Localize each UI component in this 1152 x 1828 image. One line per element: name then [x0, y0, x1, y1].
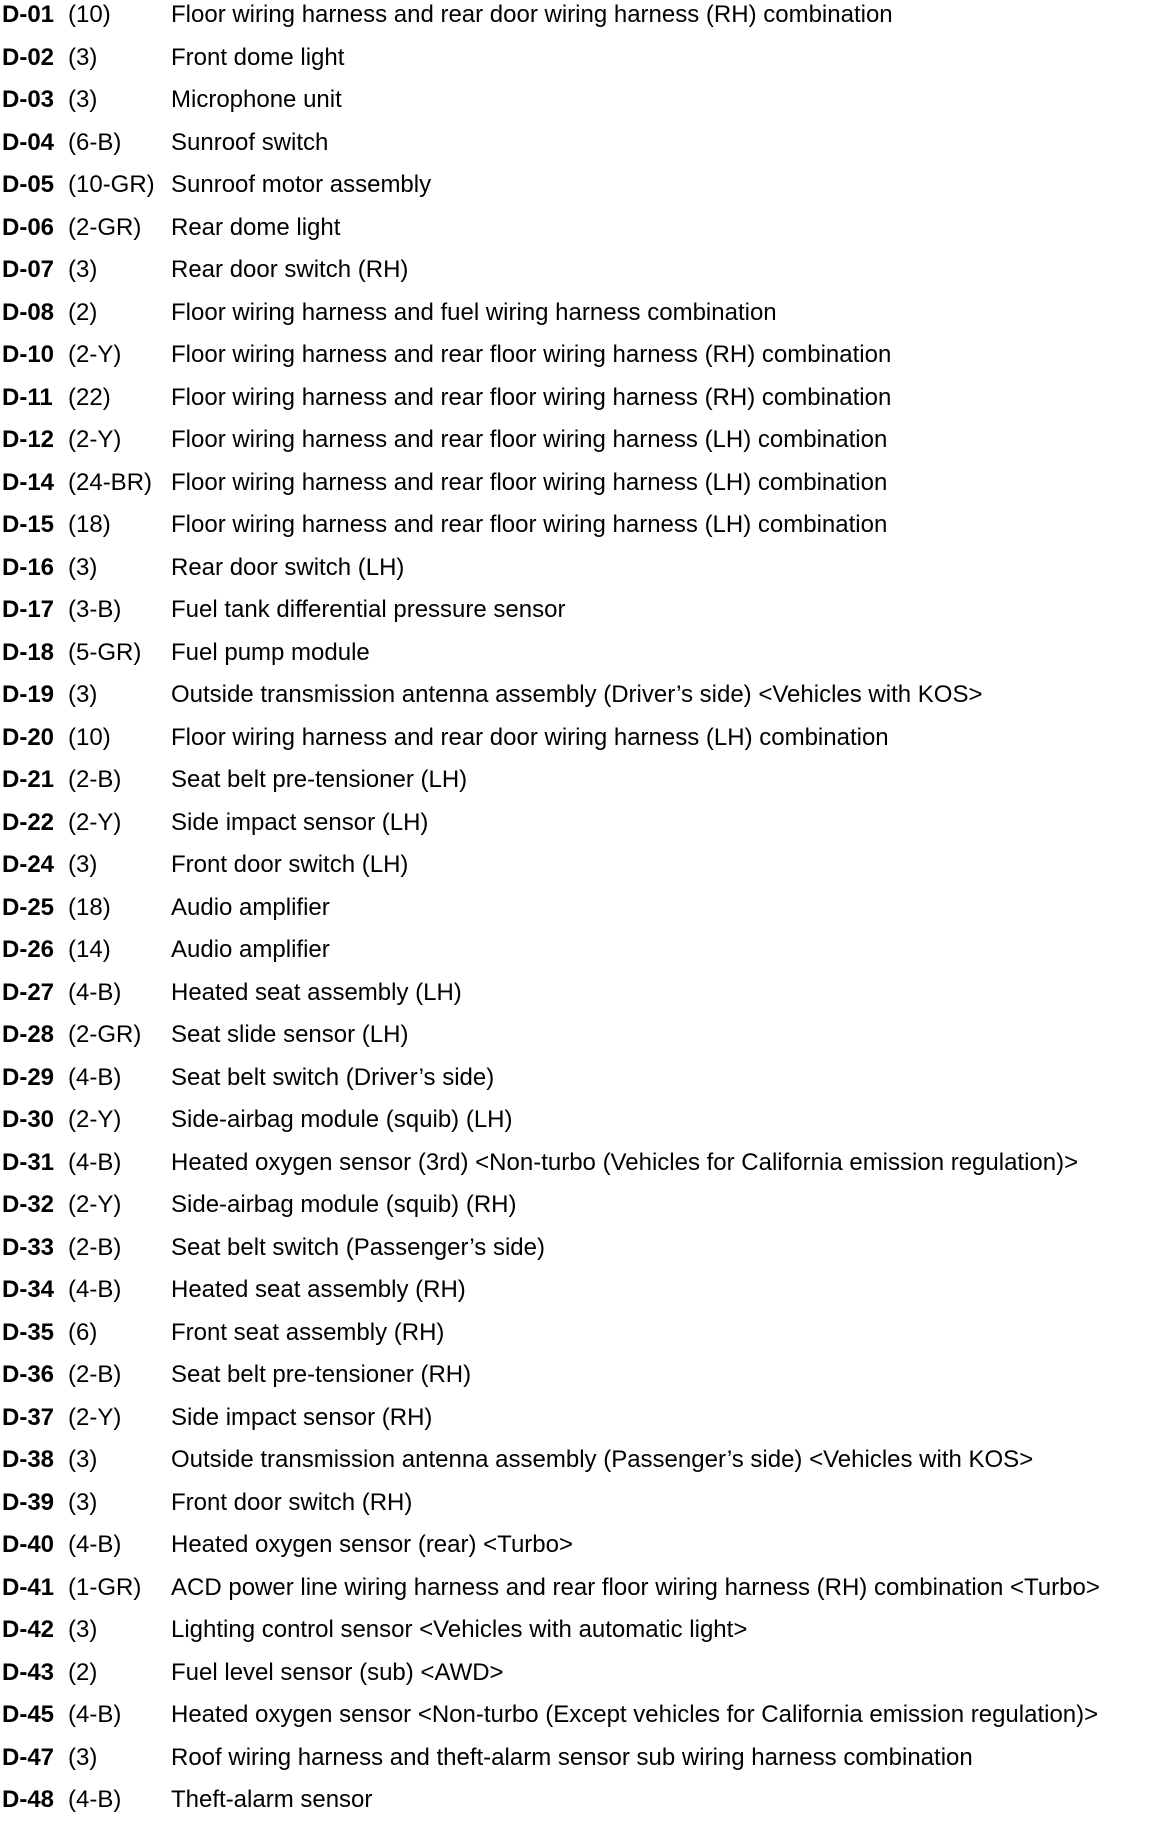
connector-code: D-38: [2, 1446, 55, 1473]
connector-code: D-05: [2, 171, 55, 198]
connector-code: D-42: [2, 1616, 55, 1643]
connector-row: [0, 1700, 1152, 1743]
connector-row: [0, 510, 1152, 553]
connector-spec: (4-B): [68, 1701, 122, 1728]
connector-spec: (3): [68, 553, 98, 581]
connector-code: D-31: [2, 1148, 55, 1176]
connector-description: Floor wiring harness and rear floor wiring harness (LH) combination: [171, 511, 888, 538]
connector-row: [0, 935, 1152, 978]
connector-spec: (3): [68, 43, 98, 71]
connector-row: [0, 1105, 1152, 1148]
connector-description: Audio amplifier: [171, 936, 330, 963]
connector-row: [0, 723, 1152, 766]
connector-spec: (2-B): [68, 766, 122, 793]
connector-code: D-34: [2, 1276, 55, 1303]
connector-code: D-30: [2, 1106, 55, 1133]
connector-spec: (3): [68, 1616, 98, 1643]
connector-code: D-20: [2, 723, 55, 751]
connector-description: Seat belt pre-tensioner (LH): [171, 766, 468, 793]
connector-code: D-25: [2, 893, 55, 921]
connector-code: D-01: [2, 1, 55, 28]
connector-description: Floor wiring harness and rear floor wiring harness (RH) combination: [171, 383, 892, 411]
connector-spec: (2): [68, 298, 98, 326]
connector-description: Side-airbag module (squib) (LH): [171, 1106, 513, 1133]
connector-description: Outside transmission antenna assembly (Passenger’s side) <Vehicles with KOS>: [171, 1446, 1034, 1473]
connector-spec: (2-B): [68, 1233, 122, 1261]
connector-code: D-47: [2, 1743, 55, 1771]
connector-code: D-24: [2, 851, 55, 878]
connector-description: Rear door switch (RH): [171, 256, 409, 283]
connector-code: D-11: [2, 383, 53, 411]
connector-code: D-14: [2, 468, 55, 496]
connector-row: [0, 170, 1152, 213]
connector-spec: (3): [68, 1488, 98, 1516]
connector-row: [0, 893, 1152, 936]
connector-description: Theft-alarm sensor: [171, 1786, 373, 1813]
connector-row: [0, 1233, 1152, 1276]
connector-row: [0, 1488, 1152, 1531]
connector-spec: (4-B): [68, 1148, 122, 1176]
connector-code: D-29: [2, 1063, 55, 1091]
connector-code: D-16: [2, 553, 55, 581]
connector-spec: (4-B): [68, 1276, 122, 1303]
connector-description: Seat belt switch (Driver’s side): [171, 1063, 495, 1091]
connector-description: Rear dome light: [171, 213, 341, 241]
connector-code: D-21: [2, 766, 55, 793]
connector-description: Audio amplifier: [171, 893, 330, 921]
connector-description: Sunroof switch: [171, 128, 329, 156]
connector-row: [0, 1148, 1152, 1191]
connector-spec: (24-BR): [68, 468, 153, 496]
connector-spec: (4-B): [68, 978, 122, 1006]
connector-description: Seat belt pre-tensioner (RH): [171, 1361, 472, 1388]
connector-code: D-02: [2, 43, 55, 71]
connector-description: Floor wiring harness and rear floor wiring harness (RH) combination: [171, 341, 892, 368]
connector-row: [0, 1445, 1152, 1488]
connector-spec: (2-Y): [68, 341, 122, 368]
connector-spec: (3): [68, 681, 98, 708]
connector-description: Front door switch (LH): [171, 851, 409, 878]
connector-description: Seat belt switch (Passenger’s side): [171, 1233, 545, 1261]
connector-code: D-37: [2, 1403, 55, 1431]
connector-spec: (6-B): [68, 128, 122, 156]
connector-description: Floor wiring harness and rear floor wiring harness (LH) combination: [171, 426, 888, 453]
connector-code: D-43: [2, 1658, 55, 1686]
connector-code: D-33: [2, 1233, 55, 1261]
connector-row: [0, 978, 1152, 1021]
connector-row: [0, 850, 1152, 893]
connector-row: [0, 383, 1152, 426]
connector-row: [0, 595, 1152, 638]
connector-description: Microphone unit: [171, 86, 342, 113]
connector-row: [0, 1573, 1152, 1616]
connector-description: Floor wiring harness and rear door wiring harness (RH) combination: [171, 1, 893, 28]
connector-row: [0, 1530, 1152, 1573]
connector-code: D-48: [2, 1786, 55, 1813]
connector-code: D-32: [2, 1191, 55, 1218]
connector-spec: (2-GR): [68, 1021, 142, 1048]
connector-code: D-19: [2, 681, 55, 708]
connector-description: Front door switch (RH): [171, 1488, 413, 1516]
connector-description: Floor wiring harness and rear door wiring harness (LH) combination: [171, 723, 889, 751]
connector-spec: (3): [68, 86, 98, 113]
connector-spec: (10): [68, 1, 111, 28]
connector-row: [0, 1063, 1152, 1106]
connector-row: [0, 1658, 1152, 1701]
connector-spec: (2): [68, 1658, 98, 1686]
connector-code: D-12: [2, 426, 55, 453]
connector-row: [0, 808, 1152, 851]
connector-description: Heated seat assembly (LH): [171, 978, 462, 1006]
connector-row: [0, 553, 1152, 596]
connector-spec: (2-Y): [68, 1403, 122, 1431]
connector-description: Side impact sensor (LH): [171, 808, 429, 836]
connector-spec: (4-B): [68, 1063, 122, 1091]
connector-code: D-27: [2, 978, 55, 1006]
connector-description: Fuel level sensor (sub) <AWD>: [171, 1658, 504, 1686]
connector-row: [0, 1020, 1152, 1063]
connector-row: [0, 340, 1152, 383]
connector-spec: (2-Y): [68, 1106, 122, 1133]
connector-code: D-03: [2, 86, 55, 113]
connector-row: [0, 1318, 1152, 1361]
connector-row: [0, 128, 1152, 171]
connector-description: Heated oxygen sensor (rear) <Turbo>: [171, 1531, 573, 1558]
connector-spec: (4-B): [68, 1531, 122, 1558]
connector-row: [0, 1360, 1152, 1403]
connector-code: D-15: [2, 511, 55, 538]
connector-row: [0, 1275, 1152, 1318]
connector-code: D-26: [2, 936, 55, 963]
connector-description: Roof wiring harness and theft-alarm sensor sub wiring harness combination: [171, 1743, 973, 1771]
connector-spec: (2-GR): [68, 213, 142, 241]
connector-code: D-17: [2, 596, 55, 623]
connector-description: Fuel pump module: [171, 638, 370, 666]
connector-row: [0, 1785, 1152, 1828]
connector-code: D-39: [2, 1488, 55, 1516]
connector-code: D-41: [2, 1573, 55, 1601]
connector-spec: (2-Y): [68, 1191, 122, 1218]
connector-code: D-28: [2, 1021, 55, 1048]
connector-row: [0, 0, 1152, 43]
connector-spec: (3): [68, 1743, 98, 1771]
connector-code: D-10: [2, 341, 55, 368]
connector-row: [0, 638, 1152, 681]
connector-spec: (18): [68, 511, 111, 538]
connector-spec: (14): [68, 936, 111, 963]
connector-spec: (3-B): [68, 596, 122, 623]
connector-row: [0, 680, 1152, 723]
connector-code: D-08: [2, 298, 55, 326]
connector-code: D-06: [2, 213, 55, 241]
connector-spec: (2-Y): [68, 808, 122, 836]
connector-description: Sunroof motor assembly: [171, 171, 432, 198]
connector-code: D-07: [2, 256, 55, 283]
connector-row: [0, 765, 1152, 808]
connector-code: D-35: [2, 1318, 55, 1346]
connector-code: D-45: [2, 1701, 55, 1728]
connector-row: [0, 1615, 1152, 1658]
connector-row: [0, 468, 1152, 511]
connector-description: Floor wiring harness and rear floor wiring harness (LH) combination: [171, 468, 888, 496]
connector-description: Heated oxygen sensor (3rd) <Non-turbo (Vehicles for California emission regulation)>: [171, 1148, 1079, 1176]
connector-description: Rear door switch (LH): [171, 553, 405, 581]
connector-row: [0, 1743, 1152, 1786]
connector-spec: (6): [68, 1318, 98, 1346]
connector-spec: (3): [68, 1446, 98, 1473]
connector-spec: (2-B): [68, 1361, 122, 1388]
connector-description: Side-airbag module (squib) (RH): [171, 1191, 517, 1218]
connector-row: [0, 298, 1152, 341]
connector-spec: (3): [68, 851, 98, 878]
connector-description: Seat slide sensor (LH): [171, 1021, 409, 1048]
connector-row: [0, 255, 1152, 298]
connector-row: [0, 85, 1152, 128]
connector-row: [0, 213, 1152, 256]
connector-description: Floor wiring harness and fuel wiring harness combination: [171, 298, 777, 326]
connector-spec: (2-Y): [68, 426, 122, 453]
connector-code: D-40: [2, 1531, 55, 1558]
connector-code: D-36: [2, 1361, 55, 1388]
connector-spec: (10): [68, 723, 111, 751]
connector-row: [0, 43, 1152, 86]
connector-spec: (18): [68, 893, 111, 921]
connector-description: Side impact sensor (RH): [171, 1403, 433, 1431]
connector-description: Front seat assembly (RH): [171, 1318, 445, 1346]
connector-code: D-18: [2, 638, 55, 666]
connector-row: [0, 425, 1152, 468]
connector-code: D-22: [2, 808, 55, 836]
connector-description: ACD power line wiring harness and rear floor wiring harness (RH) combination <Turbo>: [171, 1573, 1100, 1601]
connector-row: [0, 1403, 1152, 1446]
connector-row: [0, 1190, 1152, 1233]
connector-description: Front dome light: [171, 43, 345, 71]
connector-spec: (10-GR): [68, 171, 155, 198]
connector-spec: (3): [68, 256, 98, 283]
connector-description: Lighting control sensor <Vehicles with automatic light>: [171, 1616, 748, 1643]
connector-spec: (4-B): [68, 1786, 122, 1813]
connector-spec: (5-GR): [68, 638, 142, 666]
connector-code: D-04: [2, 128, 55, 156]
connector-description: Heated seat assembly (RH): [171, 1276, 466, 1303]
connector-description: Heated oxygen sensor <Non-turbo (Except vehicles for California emission regulation)>: [171, 1701, 1099, 1728]
connector-description: Fuel tank differential pressure sensor: [171, 596, 566, 623]
connector-spec: (1-GR): [68, 1573, 142, 1601]
connector-spec: (22): [68, 383, 111, 411]
connector-description: Outside transmission antenna assembly (Driver’s side) <Vehicles with KOS>: [171, 681, 983, 708]
